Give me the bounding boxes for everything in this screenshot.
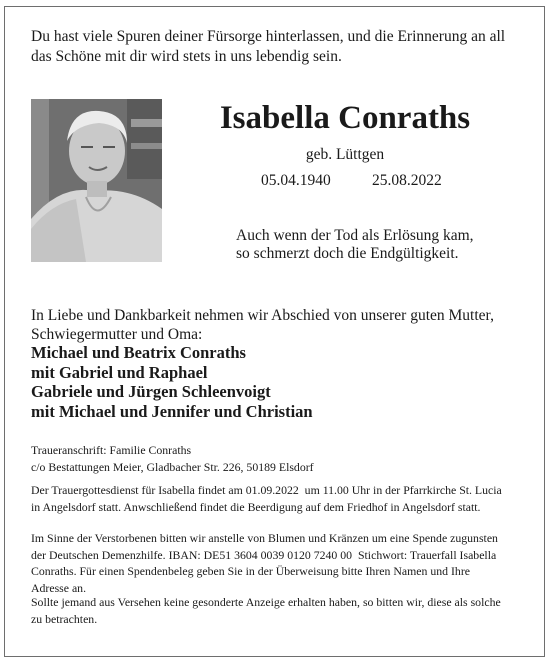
service-line: Der Trauergottesdienst für Isabella findet am 01.09.2022 um 11.00 Uhr in der Pfarrkirche St. Lucia — [31, 483, 502, 497]
birth-name: geb. Lüttgen — [305, 146, 385, 163]
quote-line: Auch wenn der Tod als Erlösung kam, — [236, 227, 474, 244]
service-info — [31, 482, 521, 515]
family-member: Gabriele und Jürgen Schleenvoigt — [31, 382, 271, 401]
donation-line: der Deutschen Demenzhilfe. IBAN: DE51 3604 0039 0120 7240 00 Stichwort: Trauerfall Isabella — [31, 547, 497, 562]
death-date: 25.08.2022 — [372, 172, 442, 189]
donation-line: Conraths. Für einen Spendenbeleg geben Sie in der Überweisung bitte Ihren Namen und Ihre — [31, 564, 470, 578]
donation-line: Im Sinne der Verstorbenen bitten wir anstelle von Blumen und Kränzen um eine Spende zugunsten — [31, 531, 498, 545]
farewell-text — [31, 306, 526, 344]
address-line: Traueranschrift: Familie Conraths — [31, 443, 192, 457]
closing-line: zu betrachten. — [31, 611, 98, 626]
closing-note — [31, 594, 521, 627]
portrait-photo — [31, 99, 162, 262]
farewell-line: Schwiegermutter und Oma: — [31, 326, 203, 343]
mourning-address — [31, 442, 521, 475]
closing-line: Sollte jemand aus Versehen keine gesonderte Anzeige erhalten haben, so bitten wir, diese als solche — [31, 595, 501, 609]
birth-date: 05.04.1940 — [261, 172, 331, 189]
address-line: c/o Bestattungen Meier, Gladbacher Str. 226, 50189 Elsdorf — [31, 459, 314, 474]
service-line: in Angelsdorf statt. Anwschließend findet die Beerdigung auf dem Friedhof in Angelsdorf statt. — [31, 499, 481, 514]
farewell-line: In Liebe und Dankbarkeit nehmen wir Abschied von unserer guten Mutter, — [31, 307, 494, 324]
family-member: mit Michael und Jennifer und Christian — [31, 401, 313, 421]
family-member: Michael und Beatrix Conraths — [31, 343, 246, 362]
family-member: mit Gabriel und Raphael — [31, 362, 208, 382]
intro-line: Du hast viele Spuren deiner Fürsorge hinterlassen, und die Erinnerung an all — [31, 28, 506, 45]
quote — [236, 227, 496, 263]
intro-verse — [31, 27, 521, 67]
quote-line: so schmerzt doch die Endgültigkeit. — [236, 245, 459, 262]
deceased-name: Isabella Conraths — [219, 100, 471, 136]
donation-line: Adresse an. — [31, 580, 87, 595]
donation-info — [31, 530, 521, 596]
family-list — [31, 343, 521, 421]
intro-line: das Schöne mit dir wird stets in uns lebendig sein. — [31, 48, 342, 65]
